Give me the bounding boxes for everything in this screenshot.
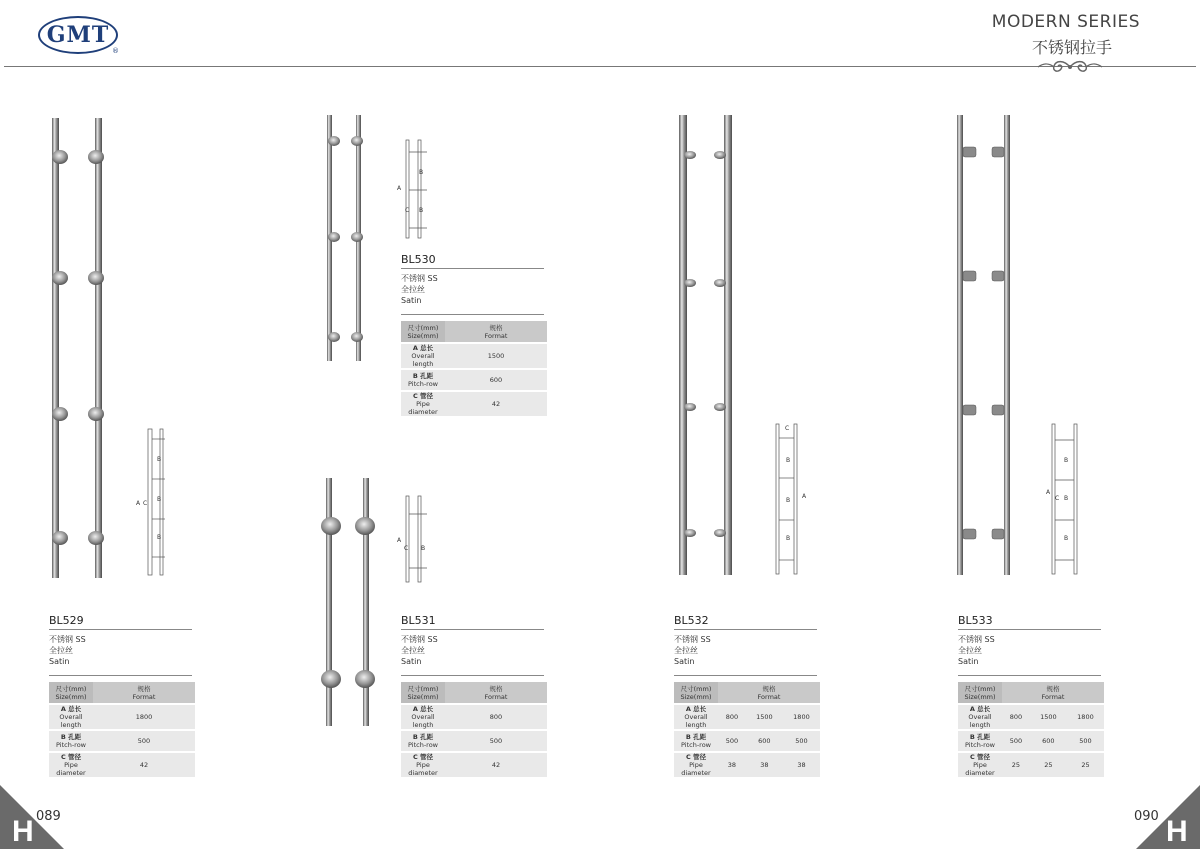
size-header: 尺寸(mm) Size(mm) [674, 682, 718, 704]
page-number-right: 090 [1134, 809, 1159, 824]
row-label-a: A 总长 Overall length [401, 343, 445, 369]
bl530-label-c: C [405, 207, 410, 214]
finish-en: Satin [958, 657, 979, 666]
product-bl529 [49, 614, 195, 779]
cell-c-2: 38 [746, 752, 783, 778]
cell-a-2: 1500 [1030, 704, 1067, 730]
cell-b: 500 [93, 730, 195, 752]
cell-a-3: 1800 [783, 704, 820, 730]
cell-c-1: 25 [1002, 752, 1030, 778]
bl529-drawing [130, 425, 175, 583]
cell-b-2: 600 [746, 730, 783, 752]
bl533-drawing [1040, 422, 1085, 577]
cell-a-1: 800 [718, 704, 746, 730]
product-code: BL532 [674, 614, 817, 630]
material: 不锈钢 SS [401, 274, 438, 283]
finish-en: Satin [401, 296, 422, 305]
bl529-label-b1: B [157, 456, 162, 463]
divider [674, 675, 817, 676]
cell-c: 42 [445, 752, 547, 778]
cell-b-3: 500 [1067, 730, 1104, 752]
product-description [958, 634, 1104, 667]
corner-letter-left: H [12, 815, 34, 848]
product-code: BL533 [958, 614, 1101, 630]
row-label-c: C 管径 Pipe diameter [401, 752, 445, 778]
row-label-b: B 孔距 Pitch-row [49, 730, 93, 752]
product-code: BL530 [401, 253, 544, 269]
format-header: 规格 Format [445, 682, 547, 704]
cell-c-2: 25 [1030, 752, 1067, 778]
product-bl532 [674, 614, 820, 779]
product-bl533 [958, 614, 1104, 779]
cell-c: 42 [445, 391, 547, 417]
row-label-b: B 孔距 Pitch-row [401, 369, 445, 391]
bl530-drawing [394, 138, 434, 242]
finish-cn: 全拉丝 [958, 646, 982, 655]
cell-c-3: 25 [1067, 752, 1104, 778]
row-label-c: C 管径 Pipe diameter [958, 752, 1002, 778]
bl531-label-b: B [421, 545, 426, 552]
finish-cn: 全拉丝 [401, 285, 425, 294]
bl532-label-b3: B [786, 535, 791, 542]
material: 不锈钢 SS [49, 635, 86, 644]
cell-a: 1800 [93, 704, 195, 730]
product-description [401, 273, 547, 306]
bl530-label-a: A [397, 185, 402, 192]
product-code: BL531 [401, 614, 544, 630]
size-header: 尺寸(mm) Size(mm) [401, 321, 445, 343]
bl529-label-b3: B [157, 534, 162, 541]
bl532-label-b2: B [786, 497, 791, 504]
bl531-drawing [394, 494, 434, 586]
registered-mark: ® [112, 47, 119, 55]
cell-b-3: 500 [783, 730, 820, 752]
row-label-b: B 孔距 Pitch-row [401, 730, 445, 752]
row-label-b: B 孔距 Pitch-row [958, 730, 1002, 752]
format-header: 规格 Format [93, 682, 195, 704]
finish-en: Satin [401, 657, 422, 666]
spec-table [401, 321, 547, 418]
row-label-a: A 总长 Overall length [401, 704, 445, 730]
material: 不锈钢 SS [401, 635, 438, 644]
finish-cn: 全拉丝 [49, 646, 73, 655]
bl533-label-a: A [1046, 489, 1051, 496]
bl531-photo [313, 476, 383, 728]
cell-c-1: 38 [718, 752, 746, 778]
bl533-label-b1: B [1064, 457, 1069, 464]
bl533-label-b2: B [1064, 495, 1069, 502]
gmt-logo [38, 16, 118, 54]
page-number-left: 089 [36, 809, 61, 824]
row-label-a: A 总长 Overall length [674, 704, 718, 730]
product-code: BL529 [49, 614, 192, 630]
row-label-a: A 总长 Overall length [958, 704, 1002, 730]
cell-c-3: 38 [783, 752, 820, 778]
product-bl531 [401, 614, 547, 779]
spec-table [49, 682, 195, 779]
row-label-c: C 管径 Pipe diameter [401, 391, 445, 417]
finish-cn: 全拉丝 [674, 646, 698, 655]
cell-a-2: 1500 [746, 704, 783, 730]
size-header: 尺寸(mm) Size(mm) [958, 682, 1002, 704]
bl532-label-a: A [802, 493, 807, 500]
bl531-label-a: A [397, 537, 402, 544]
row-label-c: C 管径 Pipe diameter [49, 752, 93, 778]
bl533-photo [952, 113, 1022, 579]
cell-c: 42 [93, 752, 195, 778]
finish-en: Satin [674, 657, 695, 666]
row-label-a: A 总长 Overall length [49, 704, 93, 730]
product-description [401, 634, 547, 667]
product-description [49, 634, 195, 667]
cell-a: 800 [445, 704, 547, 730]
finish-cn: 全拉丝 [401, 646, 425, 655]
finish-en: Satin [49, 657, 70, 666]
format-header: 规格 Format [445, 321, 547, 343]
cell-a-3: 1800 [1067, 704, 1104, 730]
series-title-cn: 不锈钢拉手 [1031, 38, 1112, 57]
spec-table [674, 682, 820, 779]
bl533-label-c: C [1055, 495, 1060, 502]
divider [958, 675, 1101, 676]
bl532-label-b1: B [786, 457, 791, 464]
bl532-label-c: C [785, 425, 790, 432]
cell-b: 500 [445, 730, 547, 752]
size-header: 尺寸(mm) Size(mm) [49, 682, 93, 704]
row-label-b: B 孔距 Pitch-row [674, 730, 718, 752]
bl529-label-c: C [143, 500, 148, 507]
cell-b: 600 [445, 369, 547, 391]
cell-b-1: 500 [1002, 730, 1030, 752]
spec-table [401, 682, 547, 779]
bl532-drawing [770, 422, 815, 577]
bl529-label-a: A [136, 500, 141, 507]
format-header: 规格 Format [718, 682, 820, 704]
bl533-label-b3: B [1064, 535, 1069, 542]
divider [49, 675, 192, 676]
logo-text: GMT [46, 22, 110, 48]
bl529-label-b2: B [157, 496, 162, 503]
corner-letter-right: H [1166, 815, 1188, 848]
bl530-label-b1: B [419, 169, 424, 176]
material: 不锈钢 SS [958, 635, 995, 644]
product-bl530 [401, 253, 547, 418]
cell-b-2: 600 [1030, 730, 1067, 752]
row-label-c: C 管径 Pipe diameter [674, 752, 718, 778]
bl530-photo [322, 113, 372, 365]
bl531-label-c: C [404, 545, 409, 552]
format-header: 规格 Format [1002, 682, 1104, 704]
header-divider [4, 66, 1196, 67]
series-title-en: MODERN SERIES [991, 12, 1140, 32]
size-header: 尺寸(mm) Size(mm) [401, 682, 445, 704]
material: 不锈钢 SS [674, 635, 711, 644]
cell-a-1: 800 [1002, 704, 1030, 730]
divider [401, 675, 544, 676]
divider [401, 314, 544, 315]
bl530-label-b2: B [419, 207, 424, 214]
cell-a: 1500 [445, 343, 547, 369]
spec-table [958, 682, 1104, 779]
bl532-photo [672, 113, 752, 579]
ornament-icon [1036, 58, 1104, 76]
cell-b-1: 500 [718, 730, 746, 752]
product-description [674, 634, 820, 667]
